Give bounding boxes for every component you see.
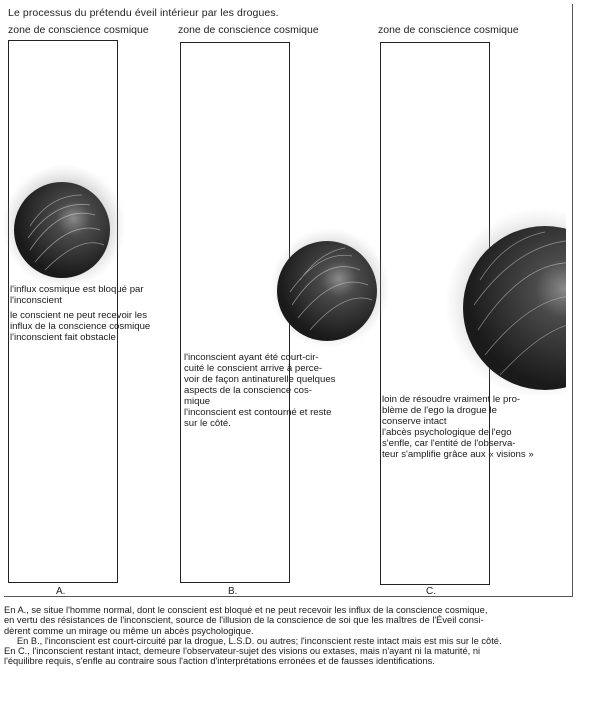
sphere-c — [445, 208, 600, 398]
note-c — [382, 394, 562, 460]
note-c-line: blème de l'ego la drogue le — [382, 405, 497, 416]
caption-line: en vertu des résistances de l'inconscient, source de l'illusion de la conscience de soi que les maîtres de l'Éveil consi- — [4, 615, 484, 626]
note-a-line: l'inconscient fait obstacle — [10, 332, 116, 343]
note-b-line: voir de façon antinaturelle quelques — [184, 374, 336, 385]
column-letter-a: A. — [56, 586, 66, 597]
caption-line: l'équilibre requis, s'enfle au contraire sous l'action d'interprétations erronées et de fausses identifications. — [4, 656, 435, 667]
sphere-b — [270, 228, 390, 348]
note-c-line: loin de résoudre vraiment le pro- — [382, 394, 521, 405]
column-letter-c: C. — [426, 586, 436, 597]
note-a-line: influx de la conscience cosmique — [10, 321, 151, 332]
note-a-line: le conscient ne peut recevoir les — [10, 310, 148, 321]
note-b — [184, 352, 374, 429]
sphere-a — [2, 164, 126, 288]
zone-label-c: zone de conscience cosmique — [378, 24, 519, 36]
note-c-line: s'enfle, car l'entité de l'observa- — [382, 438, 516, 449]
caption-line: En A., se situe l'homme normal, dont le conscient est bloqué et ne peut recevoir les influx de la conscience cosmique, — [4, 605, 488, 615]
caption-line: dèrent comme un mirage ou même un abcès psychologique. — [4, 625, 254, 636]
note-c-line: conserve intact — [382, 416, 447, 427]
note-b-line: aspects de la conscience cos- — [184, 385, 312, 396]
zone-label-a: zone de conscience cosmique — [8, 24, 149, 36]
note-b-line: l'inconscient est contourné et reste — [184, 407, 332, 418]
note-b-line: mique — [184, 396, 211, 407]
note-a-line: l'influx cosmique est bloqué par — [10, 284, 144, 295]
note-b-line: sur le côté. — [184, 418, 231, 429]
note-c-line: teur s'amplifie grâce aux « visions » — [382, 449, 534, 460]
figure-title: Le processus du prétendu éveil intérieur par les drogues. — [8, 7, 279, 19]
note-b-line: l'inconscient ayant été court-cir- — [184, 352, 319, 363]
zone-label-b: zone de conscience cosmique — [178, 24, 319, 36]
caption-line: En C., l'inconscient restant intact, demeure l'observateur-sujet des visions ou extases, mais n'ayant ni la maturité, ni — [4, 646, 481, 657]
note-c-line: l'abcès psychologique de l'ego — [382, 427, 512, 438]
figure-caption — [4, 605, 570, 667]
note-a — [10, 284, 180, 343]
note-b-line: cuité le conscient arrive à perce- — [184, 363, 323, 374]
caption-line: En B., l'inconscient est court-circuité par la drogue, L.S.D. ou autres; l'inconscient reste intact mais est mis sur le côté. — [4, 635, 502, 646]
column-letter-b: B. — [228, 586, 238, 597]
note-a-line: l'inconscient — [10, 295, 62, 306]
